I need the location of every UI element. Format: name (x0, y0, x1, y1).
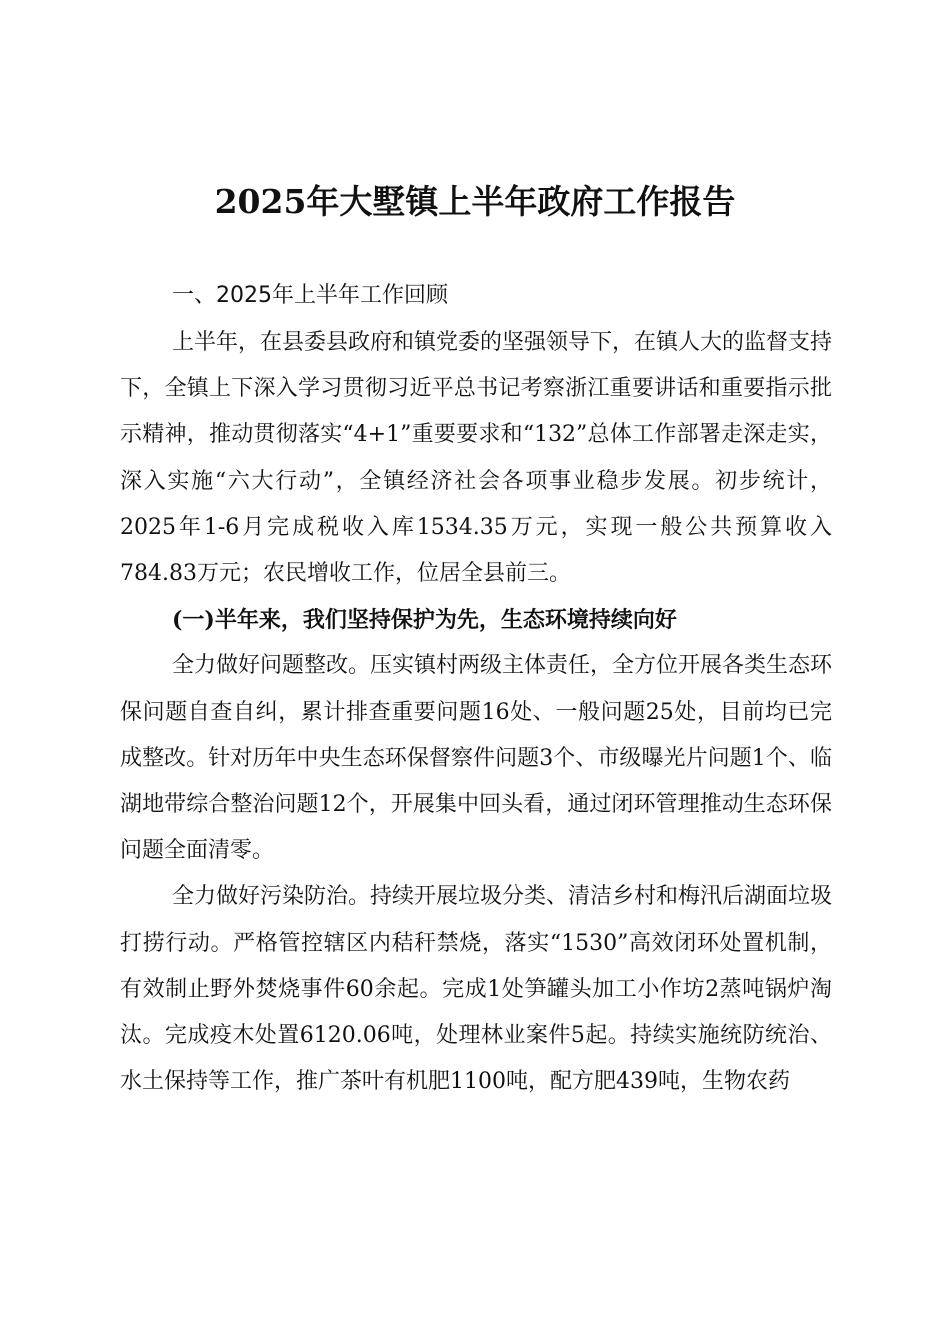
document-title: 2025年大墅镇上半年政府工作报告 (214, 182, 736, 221)
subsection-heading-ecology: (一)半年来，我们坚持保护为先，生态环境持续向好 (172, 607, 677, 634)
section-heading-review: 一、2025年上半年工作回顾 (172, 283, 448, 308)
paragraph-overview: 上半年，在县委县政府和镇党委的坚强领导下，在镇人大的监督支持下，全镇上下深入学习贯彻习近平总书记考察浙江重要讲话和重要指示批示精神，推动贯彻落实“4+1”重要要求和“132”总体工作部署走深走实，深入实施“六大行动”，全镇经济社会各项事业稳步发展。初步统计，2025年1-6月完成税收入库1534.35万元，实现一般公共预算收入784.83万元；农民增收工作，位居全县前三。 (120, 330, 833, 587)
paragraph-problem-rectification: 全力做好问题整改。压实镇村两级主体责任，全方位开展各类生态环保问题自查自纠，累计排查重要问题16处、一般问题25处，目前均已完成整改。针对历年中央生态环保督察件问题3个、市级曝光片问题1个、临湖地带综合整治问题12个，开展集中回头看，通过闭环管理推动生态环保问题全面清零。 (120, 653, 833, 864)
paragraph-pollution-control: 全力做好污染防治。持续开展垃圾分类、清洁乡村和梅汛后湖面垃圾打捞行动。严格管控辖区内秸秆禁烧，落实“1530”高效闭环处置机制，有效制止野外焚烧事件60余起。完成1处笋罐头加工小作坊2蒸吨锅炉淘汰。完成疫木处置6120.06吨，处理林业案件5起。持续实施统防统治、水土保持等工作，推广茶叶有机肥1100吨，配方肥439吨，生物农药 (120, 884, 833, 1095)
document-body (120, 276, 832, 1105)
